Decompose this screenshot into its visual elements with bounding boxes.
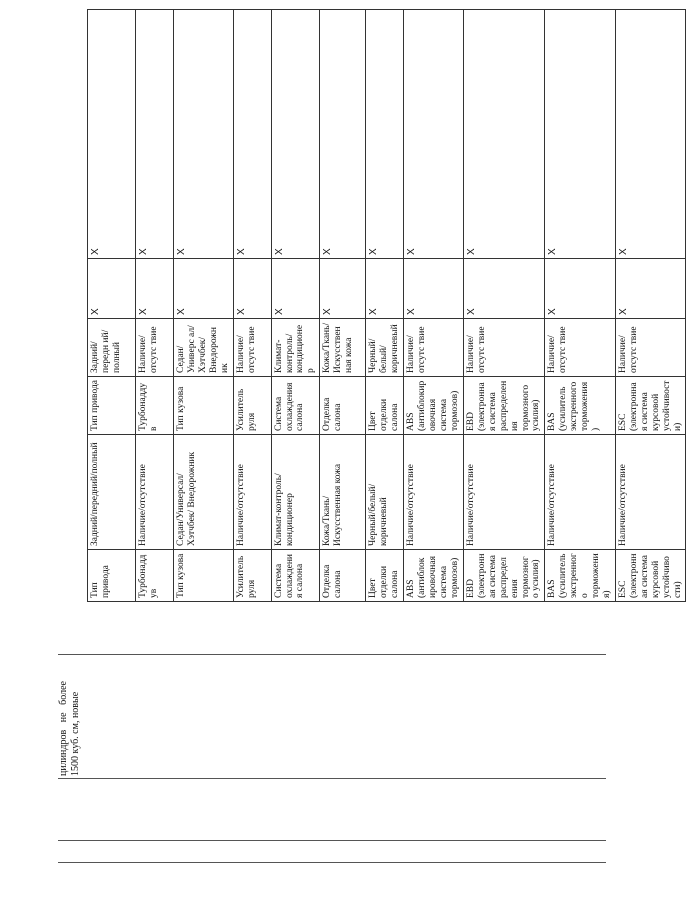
table-row <box>136 10 174 602</box>
param2-cell: BAS (усилитель экстренного торможения) <box>545 377 616 435</box>
table-row <box>615 10 686 602</box>
table-row <box>320 10 366 602</box>
mark-cell: X <box>88 259 136 319</box>
values2-cell: Наличие/отсутс твие <box>615 319 686 377</box>
param-cell: Усилитель руля <box>233 550 271 602</box>
mark-cell: X <box>320 259 366 319</box>
values-cell: Наличие/отсутствие <box>463 435 544 550</box>
mark-cell: X <box>271 259 320 319</box>
mark-cell: X <box>233 259 271 319</box>
param2-cell: ABS (антиблокировочная система тормозов) <box>404 377 464 435</box>
mark-cell: X <box>136 259 174 319</box>
param-cell: Тип кузова <box>174 550 234 602</box>
values-cell: Наличие/отсутствие <box>233 435 271 550</box>
mark-cell: X <box>320 10 366 259</box>
mark-cell: X <box>88 10 136 259</box>
param-cell: BAS (усилитель экстренного торможения) <box>545 550 616 602</box>
param2-cell: ESC (электронная система курсовой устойчивости) <box>615 377 686 435</box>
values-cell: Кожа/Ткань/ Искусственная кожа <box>320 435 366 550</box>
mark-cell: X <box>366 10 404 259</box>
values-cell: Наличие/отсутствие <box>136 435 174 550</box>
mark-cell: X <box>174 259 234 319</box>
mark-cell: X <box>404 10 464 259</box>
values2-cell: Задний/передн ий/полный <box>88 319 136 377</box>
rule-line-4 <box>58 862 606 863</box>
values2-cell: Наличие/отсутс твие <box>233 319 271 377</box>
values-cell: Наличие/отсутствие <box>615 435 686 550</box>
values-cell: Климат-контроль/ кондиционер <box>271 435 320 550</box>
mark-cell: X <box>463 259 544 319</box>
param2-cell: Тип кузова <box>174 377 234 435</box>
mark-cell: X <box>233 10 271 259</box>
values-cell: Седан/Универсал/ Хэтчбек/ Внедорожник <box>174 435 234 550</box>
rotated-table-wrapper <box>87 10 683 602</box>
param-cell: Система охлаждения салона <box>271 550 320 602</box>
values-cell: Наличие/отсутствие <box>545 435 616 550</box>
param2-cell: Цвет отделки салона <box>366 377 404 435</box>
values2-cell: Климат-контроль/ кондиционер <box>271 319 320 377</box>
param-cell: Цвет отделки салона <box>366 550 404 602</box>
rule-line-1 <box>58 654 606 655</box>
values-cell: Наличие/отсутствие <box>404 435 464 550</box>
rule-line-2 <box>58 778 606 779</box>
param2-cell: Усилитель руля <box>233 377 271 435</box>
mark-cell: X <box>174 10 234 259</box>
mark-cell: X <box>615 10 686 259</box>
values2-cell: Седан/Универс ал/ Хэтчбек/ Внедорожник <box>174 319 234 377</box>
values2-cell: Наличие/отсутс твие <box>463 319 544 377</box>
param-cell: ESC (электронная система курсовой устойчивости) <box>615 550 686 602</box>
values-cell: Черный/белый/коричневый <box>366 435 404 550</box>
param2-cell: EBD (электронная система распределения тормозного усилия) <box>463 377 544 435</box>
mark-cell: X <box>404 259 464 319</box>
table-row <box>404 10 464 602</box>
values2-cell: Наличие/отсутс твие <box>136 319 174 377</box>
mark-cell: X <box>545 10 616 259</box>
mark-cell: X <box>463 10 544 259</box>
mark-cell: X <box>615 259 686 319</box>
spec-table <box>87 9 686 602</box>
table-row <box>366 10 404 602</box>
values2-cell: Наличие/отсутс твие <box>545 319 616 377</box>
table-row <box>545 10 616 602</box>
table-row <box>463 10 544 602</box>
table-row <box>174 10 234 602</box>
mark-cell: X <box>271 10 320 259</box>
values-cell: Задний/передний/полный <box>88 435 136 550</box>
param-cell: Турбонаддув <box>136 550 174 602</box>
param2-cell: Турбонаддув <box>136 377 174 435</box>
table-row <box>88 10 136 602</box>
param-cell: ABS (антиблокировочная система тормозов) <box>404 550 464 602</box>
param-cell: Тип привода <box>88 550 136 602</box>
table-row <box>271 10 320 602</box>
param2-cell: Отделка салона <box>320 377 366 435</box>
continuation-cell-text: цилиндров не более 1500 куб. см, новые <box>58 681 81 776</box>
values2-cell: Черный/белый/ коричневый <box>366 319 404 377</box>
mark-cell: X <box>136 10 174 259</box>
mark-cell: X <box>366 259 404 319</box>
param2-cell: Тип привода <box>88 377 136 435</box>
rule-line-3 <box>58 840 606 841</box>
param-cell: Отделка салона <box>320 550 366 602</box>
values2-cell: Наличие/отсутс твие <box>404 319 464 377</box>
table-row <box>233 10 271 602</box>
param-cell: EBD (электронная система распределения тормозного усилия) <box>463 550 544 602</box>
values2-cell: Кожа/Ткань/ Искусственная кожа <box>320 319 366 377</box>
param2-cell: Система охлаждения салона <box>271 377 320 435</box>
mark-cell: X <box>545 259 616 319</box>
